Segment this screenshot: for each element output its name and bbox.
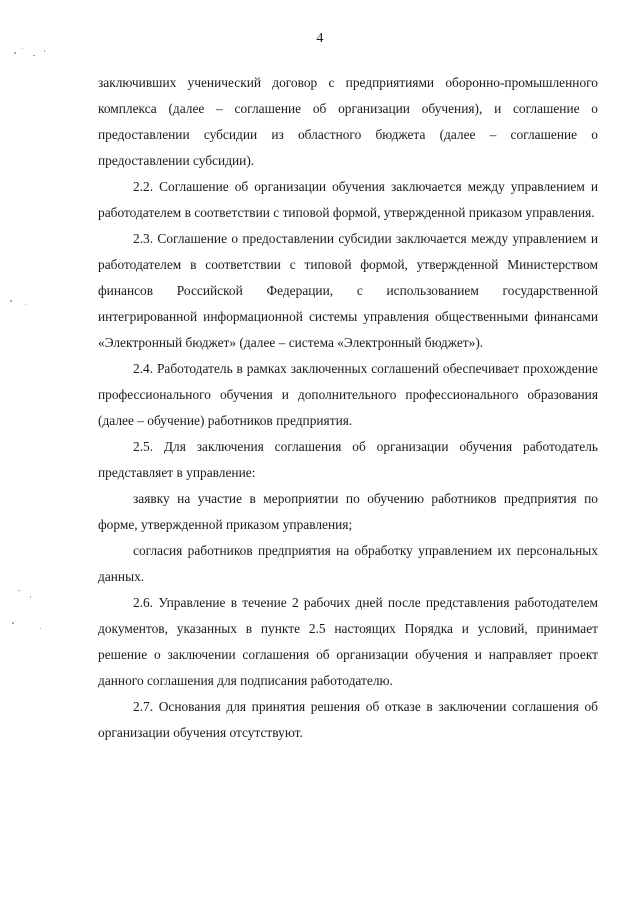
paragraph-2-5-item-application: заявку на участие в мероприятии по обучению работников предприятия по форме, утвержденной приказом управления; <box>98 491 598 532</box>
paragraph-2-5: 2.5. Для заключения соглашения об организации обучения работодатель представляет в управление: <box>98 439 598 480</box>
paragraph-2-2: 2.2. Соглашение об организации обучения заключается между управлением и работодателем в соответствии с типовой формой, утвержденной приказом управления. <box>98 179 598 220</box>
paragraph-2-7: 2.7. Основания для принятия решения об отказе в заключении соглашения об организации обучения отсутствуют. <box>98 699 598 740</box>
paragraph-2-4: 2.4. Работодатель в рамках заключенных соглашений обеспечивает прохождение профессионального обучения и дополнительного профессионального образования (далее – обучение) работников предприятия. <box>98 361 598 428</box>
scan-noise <box>14 52 16 54</box>
paragraph-2-5-item-consents: согласия работников предприятия на обработку управлением их персональных данных. <box>98 543 598 584</box>
scan-noise <box>22 48 23 49</box>
scan-noise <box>33 55 35 56</box>
body-text <box>98 70 598 746</box>
paragraph-2-6: 2.6. Управление в течение 2 рабочих дней после представления работодателем документов, указанных в пункте 2.5 настоящих Порядка и условий, принимает решение о заключении соглашения об организации обучения и направляет проект данного соглашения для подписания работодателю. <box>98 595 598 688</box>
scan-noise <box>30 596 31 598</box>
scan-noise <box>18 590 20 591</box>
scan-noise <box>40 628 41 629</box>
paragraph-continuation: заключивших ученический договор с предприятиями оборонно-промышленного комплекса (далее – соглашение об организации обучения), и соглашение о предоставлении субсидии из областного бюджета (далее – соглашение о предоставлении субсидии). <box>98 75 598 168</box>
scan-noise <box>44 50 45 52</box>
scan-noise <box>12 622 14 624</box>
page-number: 4 <box>316 31 324 46</box>
scan-noise <box>10 300 12 302</box>
scan-noise <box>25 304 26 305</box>
paragraph-2-3: 2.3. Соглашение о предоставлении субсидии заключается между управлением и работодателем в соответствии с типовой формой, утвержденной Министерством финансов Российской Федерации, с использованием государственной интегрированной информационной системы управления общественными финансами «Электронный бюджет» (далее – система «Электронный бюджет»). <box>98 231 598 350</box>
